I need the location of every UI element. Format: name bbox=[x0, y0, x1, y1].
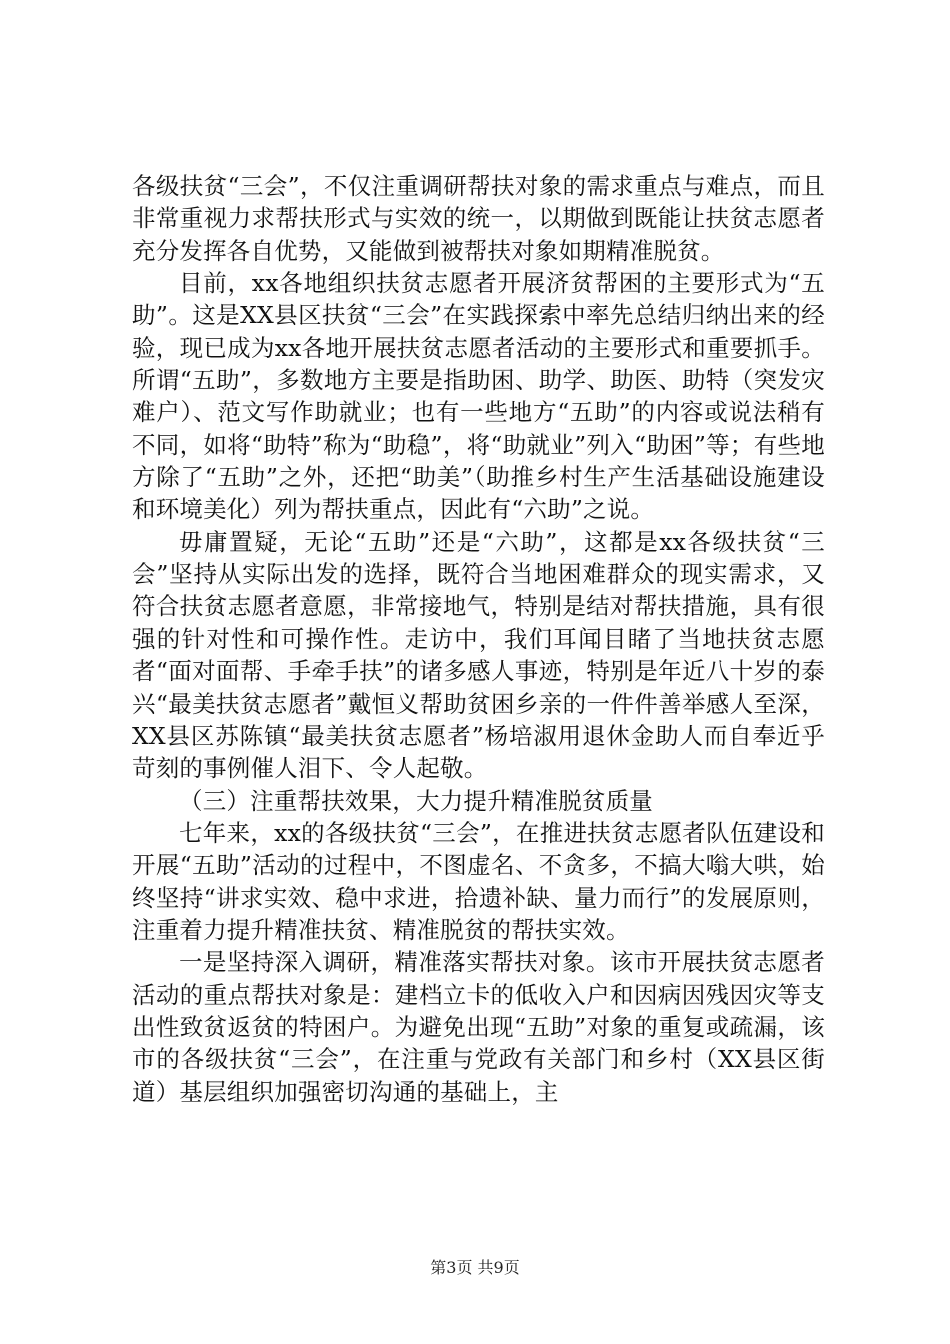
page-footer: 第3页 共9页 bbox=[430, 1258, 520, 1277]
section-heading: （三）注重帮扶效果，大力提升精准脱贫质量 bbox=[179, 786, 653, 815]
paragraph-undoubtedly: 毋庸置疑，无论“五助”还是“六助”，这都是xx各级扶贫“三会”坚持从实际出发的选择，既符合当地困难群众的现实需求，又符合扶贫志愿者意愿，非常接地气，特别是结对帮扶措施，具有很强的针对性和可操作性。走访中，我们耳闻目睹了当地扶贫志愿者“面对面帮、手牵手扶”的诸多感人事迹，特别是年近八十岁的泰兴“最美扶贫志愿者”戴恒义帮助贫困乡亲的一件件善举感人至深，XX县区苏陈镇“最美扶贫志愿者”杨培淑用退休金助人而自奉近乎苛刻的事例催人泪下、令人起敬。 bbox=[132, 527, 825, 783]
document-body bbox=[132, 170, 825, 1108]
paragraph-first-point: 一是坚持深入调研，精准落实帮扶对象。该市开展扶贫志愿者活动的重点帮扶对象是：建档立卡的低收入户和因病因残因灾等支出性致贫返贫的特困户。为避免出现“五助”对象的重复或疏漏，该市的各级扶贫“三会”，在注重与党政有关部门和乡村（XX县区街道）基层组织加强密切沟通的基础上，主 bbox=[132, 948, 825, 1106]
paragraph-seven-years: 七年来，xx的各级扶贫“三会”，在推进扶贫志愿者队伍建设和开展“五助”活动的过程中，不图虚名、不贪多，不搞大嗡大哄，始终坚持“讲求实效、稳中求进，拾遗补缺、量力而行”的发展原则，注重着力提升精准扶贫、精准脱贫的帮扶实效。 bbox=[132, 818, 825, 944]
paragraph-continuation: 各级扶贫“三会”，不仅注重调研帮扶对象的需求重点与难点，而且非常重视力求帮扶形式与实效的统一，以期做到既能让扶贫志愿者充分发挥各自优势，又能做到被帮扶对象如期精准脱贫。 bbox=[132, 172, 825, 265]
paragraph-five-aids: 目前，xx各地组织扶贫志愿者开展济贫帮困的主要形式为“五助”。这是XX县区扶贫“三会”在实践探索中率先总结归纳出来的经验，现已成为xx各地开展扶贫志愿者活动的主要形式和重要抓手。所谓“五助”，多数地方主要是指助困、助学、助医、助特（突发灾难户）、范文写作助就业；也有一些地方“五助”的内容或说法稍有不同，如将“助特”称为“助稳”，将“助就业”列入“助困”等；有些地方除了“五助”之外，还把“助美”（助推乡村生产生活基础设施建设和环境美化）列为帮扶重点，因此有“六助”之说。 bbox=[132, 269, 825, 524]
